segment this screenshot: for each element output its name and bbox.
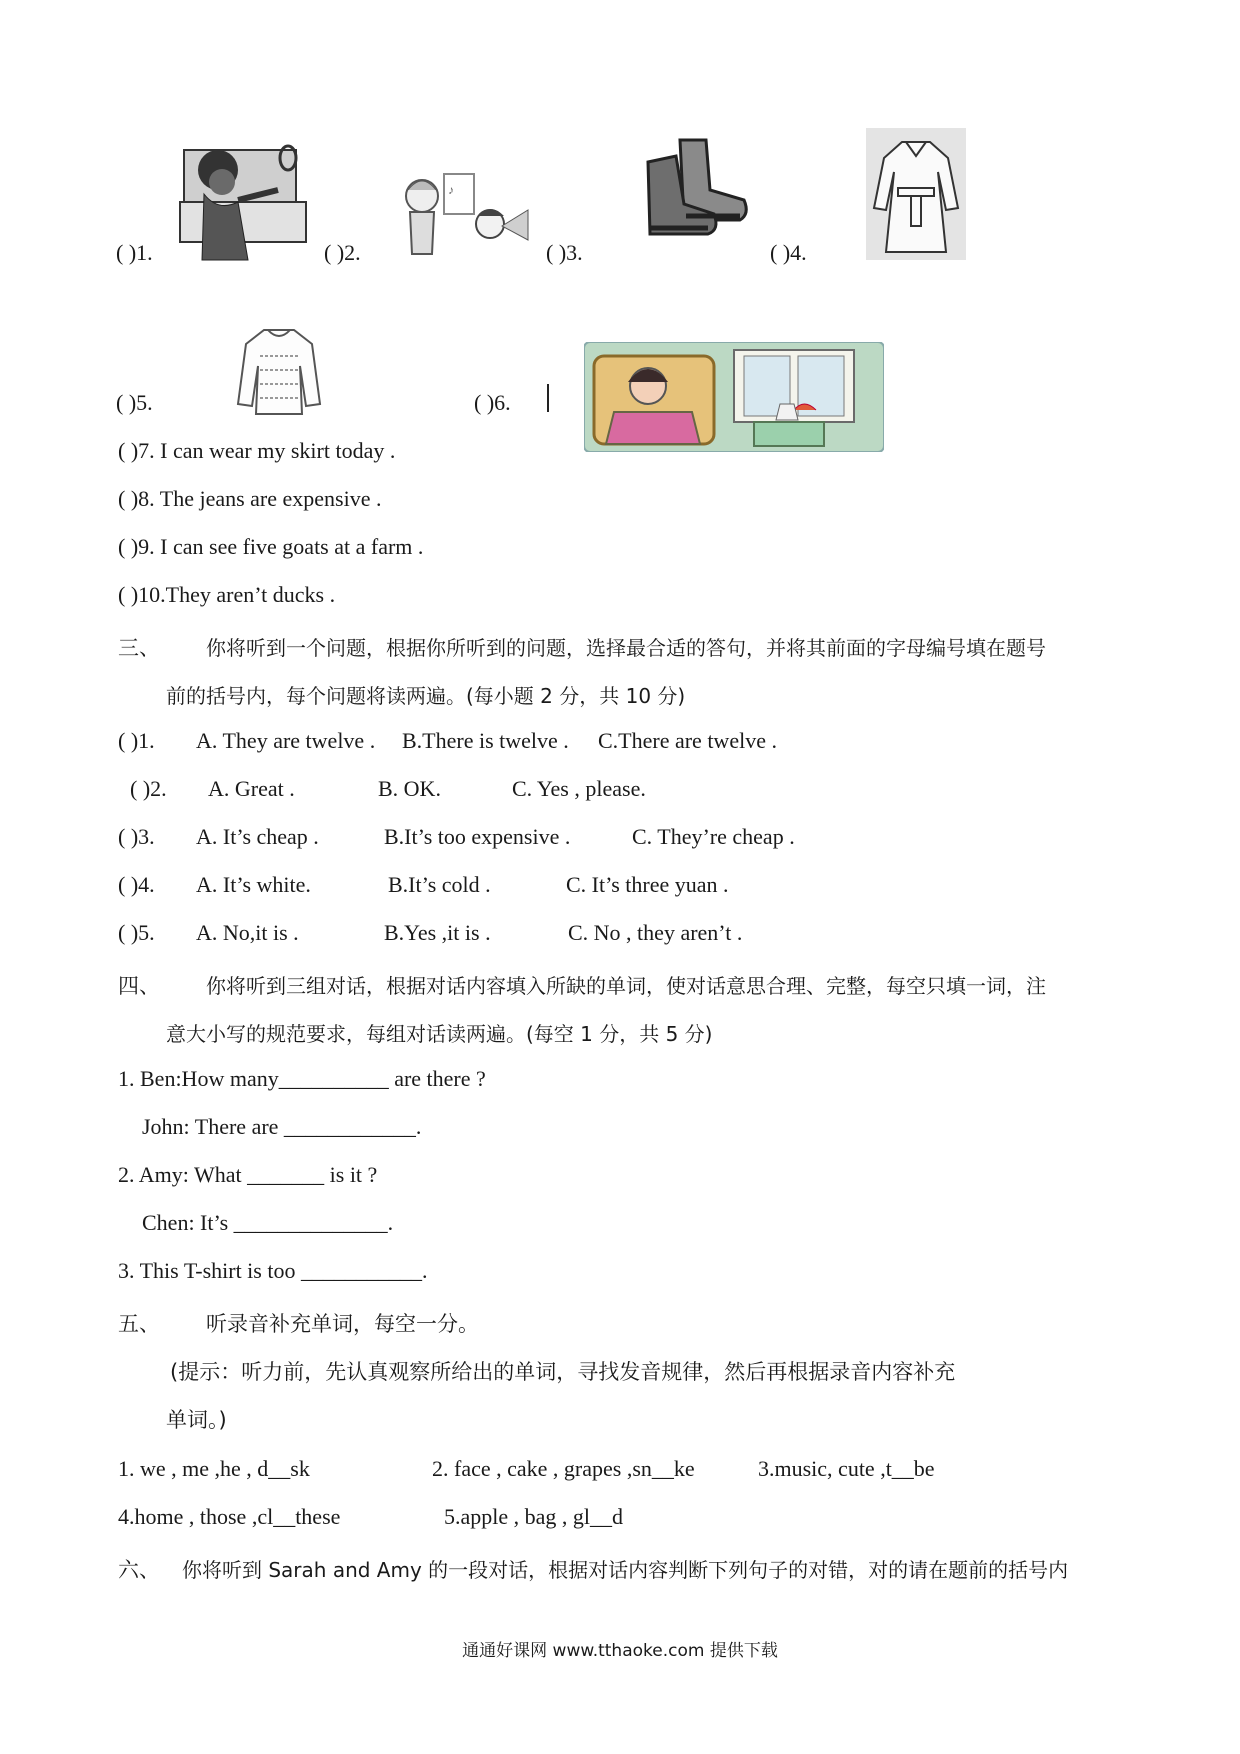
dress-picture: [866, 128, 966, 260]
picture-item-4-label: ( )4.: [770, 240, 807, 265]
word-group-3: 3.music, cute ,t__be: [758, 1456, 935, 1481]
word-group-2: 2. face , cake , grapes ,sn__ke: [432, 1456, 695, 1481]
section-3-number: 三、: [118, 636, 160, 660]
option-c: C. No , they aren’t .: [568, 920, 743, 945]
section-4-instruction-line1: 你将听到三组对话，根据对话内容填入所缺的单词，使对话意思合理、完整，每空只填一词，注: [206, 974, 1046, 998]
girl-in-bed-picture: [584, 342, 884, 452]
section-5-title: 听录音补充单词，每空一分。: [206, 1312, 479, 1336]
question-number: ( )5.: [118, 920, 155, 945]
sweater-picture: [234, 326, 324, 418]
statement-10: ( )10.They aren’t ducks .: [118, 582, 336, 607]
option-c: C. It’s three yuan .: [566, 872, 729, 897]
section-4-instruction-line2: 意大小写的规范要求，每组对话读两遍。(每空 1 分，共 5 分): [166, 1022, 713, 1046]
option-b: B. OK.: [378, 776, 441, 801]
dialogue-1-john: John: There are ____________.: [142, 1114, 422, 1139]
boots-picture: [640, 134, 752, 240]
section-6-instruction-line1: 你将听到 Sarah and Amy 的一段对话，根据对话内容判断下列句子的对错，对的请在题前的括号内: [182, 1558, 1069, 1582]
text-cursor: [547, 384, 549, 412]
dialogue-1-ben: 1. Ben:How many__________ are there ?: [118, 1066, 486, 1091]
section-4-number: 四、: [118, 974, 160, 998]
section-3-instruction-line1: 你将听到一个问题，根据你所听到的问题，选择最合适的答句，并将其前面的字母编号填在题号: [206, 636, 1046, 660]
option-a: A. Great .: [208, 776, 295, 801]
section-3-instruction-line2: 前的括号内，每个问题将读两遍。(每小题 2 分，共 10 分): [166, 684, 686, 708]
picture-item-2-label: ( )2.: [324, 240, 361, 265]
option-c: C. They’re cheap .: [632, 824, 795, 849]
section-6-number: 六、: [118, 1558, 160, 1582]
option-a: A. No,it is .: [196, 920, 299, 945]
section-5-number: 五、: [118, 1312, 160, 1336]
picture-item-3-label: ( )3.: [546, 240, 583, 265]
option-b: B.There is twelve .: [402, 728, 569, 753]
picture-item-5-label: ( )5.: [116, 390, 153, 415]
option-a: A. It’s white.: [196, 872, 311, 897]
question-number: ( )3.: [118, 824, 155, 849]
question-number: ( )2.: [130, 776, 167, 801]
option-c: C. Yes , please.: [512, 776, 646, 801]
question-number: ( )4.: [118, 872, 155, 897]
dialogue-2-amy: 2. Amy: What _______ is it ?: [118, 1162, 378, 1187]
dialogue-2-chen: Chen: It’s ______________.: [142, 1210, 394, 1235]
question-number: ( )1.: [118, 728, 155, 753]
option-a: A. They are twelve .: [196, 728, 376, 753]
page-footer: 通通好课网 www.tthaoke.com 提供下载: [462, 1641, 778, 1661]
statement-7: ( )7. I can wear my skirt today .: [118, 438, 396, 463]
dialogue-3: 3. This T-shirt is too ___________.: [118, 1258, 428, 1283]
picture-item-6-label: ( )6.: [474, 390, 511, 415]
word-group-4: 4.home , those ,cl__these: [118, 1504, 341, 1529]
statement-9: ( )9. I can see five goats at a farm .: [118, 534, 424, 559]
option-c: C.There are twelve .: [598, 728, 777, 753]
boy-waking-up-picture: [178, 142, 308, 264]
option-b: B.Yes ,it is .: [384, 920, 491, 945]
option-b: B.It’s too expensive .: [384, 824, 571, 849]
picture-item-1-label: ( )1.: [116, 240, 153, 265]
girl-singing-picture: [398, 170, 533, 266]
option-a: A. It’s cheap .: [196, 824, 319, 849]
word-group-1: 1. we , me ,he , d__sk: [118, 1456, 310, 1481]
option-b: B.It’s cold .: [388, 872, 491, 897]
word-group-5: 5.apple , bag , gl__d: [444, 1504, 624, 1529]
section-5-hint-line1: (提示：听力前，先认真观察所给出的单词，寻找发音规律，然后再根据录音内容补充: [170, 1360, 956, 1384]
statement-8: ( )8. The jeans are expensive .: [118, 486, 382, 511]
svg-text:♪: ♪: [448, 183, 454, 197]
section-5-hint-line2: 单词。): [166, 1408, 227, 1432]
